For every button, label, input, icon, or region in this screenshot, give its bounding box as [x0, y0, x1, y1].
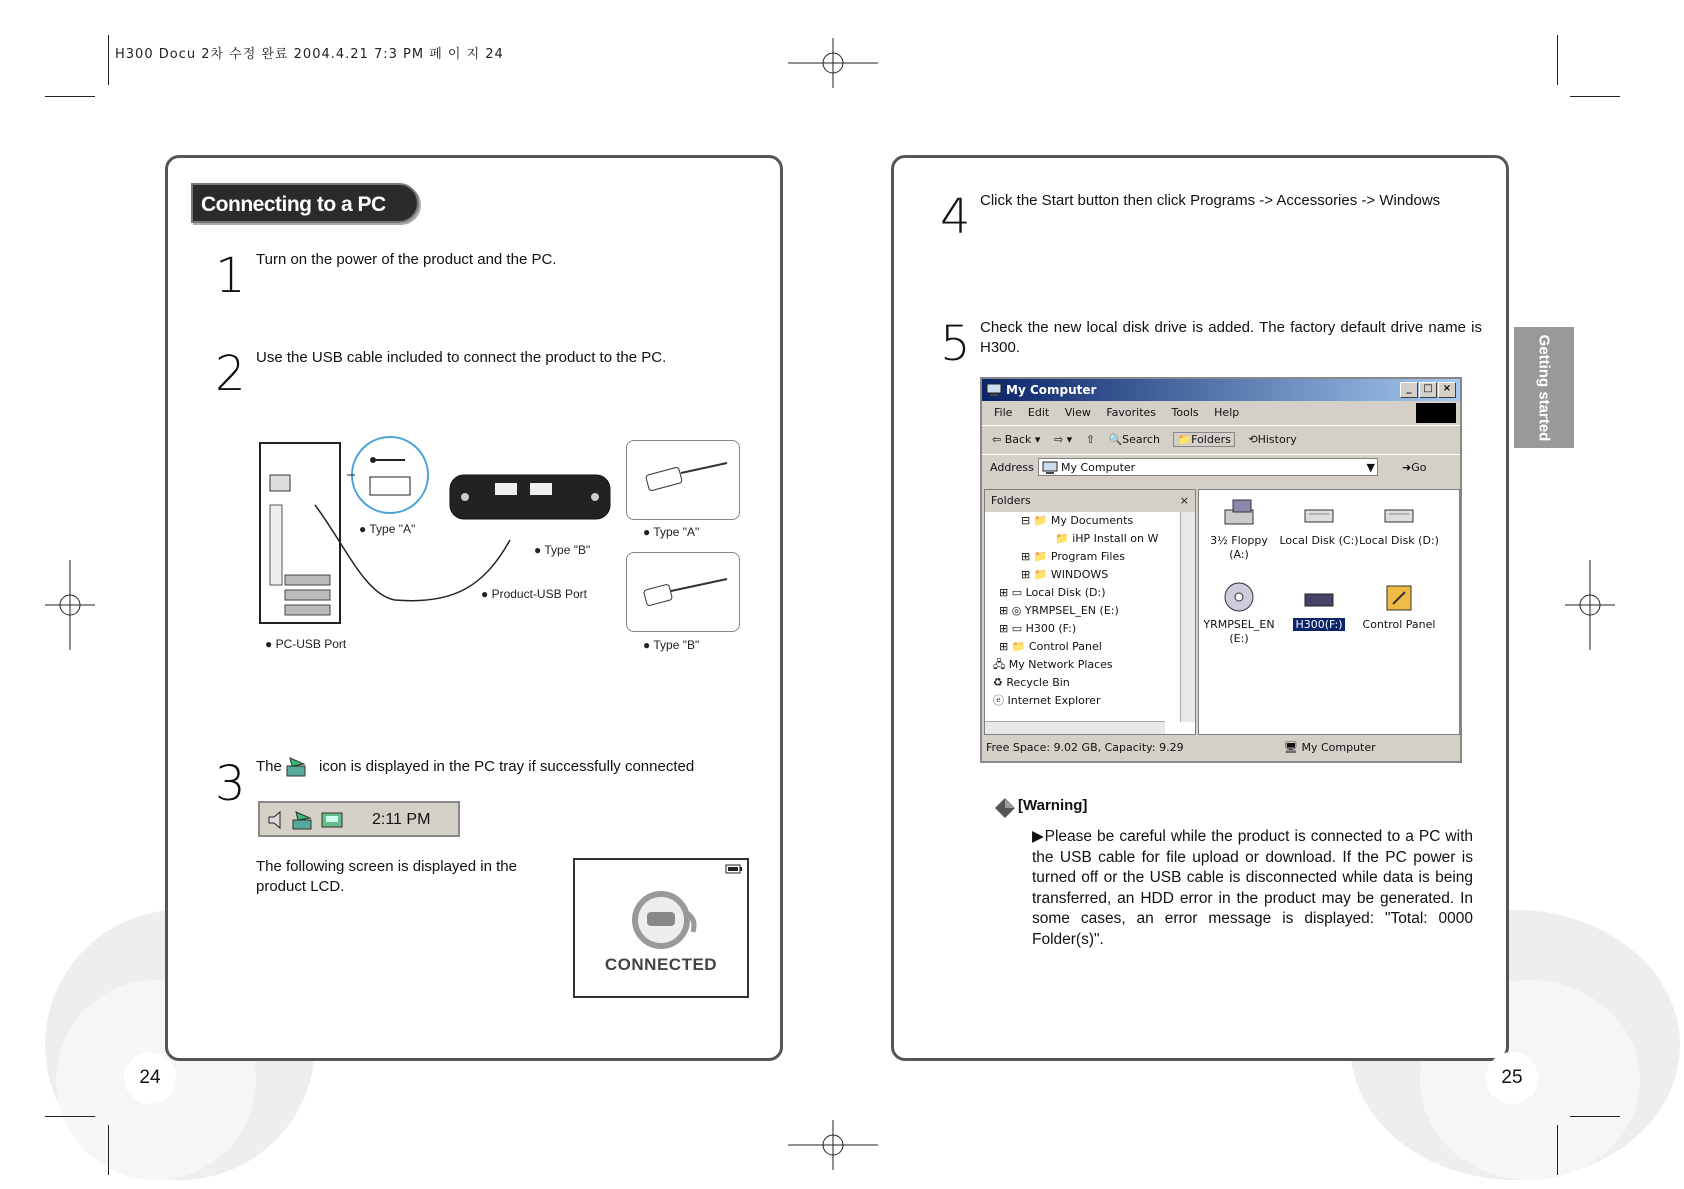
window-title: My Computer	[1006, 383, 1097, 397]
drive-e[interactable]	[1199, 574, 1279, 646]
go-label: Go	[1411, 461, 1427, 474]
step-3-text-after: icon is displayed in the PC tray if successfully connected	[319, 758, 695, 775]
page-number-right: 25	[1486, 1052, 1538, 1104]
control-panel-icon	[1379, 580, 1419, 614]
drive-d[interactable]	[1359, 490, 1439, 548]
menu-bar	[982, 401, 1460, 426]
control-panel-label: Control Panel	[1362, 618, 1436, 631]
warning-title: [Warning]	[1018, 797, 1088, 814]
folders-button[interactable]: 📁Folders	[1173, 432, 1234, 447]
tree-item-label: Recycle Bin	[1006, 676, 1070, 689]
address-input[interactable]	[1038, 458, 1378, 476]
step-5-text: Check the new local disk drive is added. The factory default drive name is H300.	[980, 319, 1482, 356]
toolbar	[982, 426, 1460, 455]
tree-item[interactable]: ⓔ Internet Explorer	[993, 694, 1101, 707]
menu-edit[interactable]: Edit	[1027, 406, 1050, 419]
usb-tray-icon	[284, 754, 312, 780]
folders-label: Folders	[1191, 433, 1231, 446]
status-free-space: Free Space: 9.02 GB, Capacity: 9.29	[986, 741, 1184, 754]
tree-item-label: YRMPSEL_EN (E:)	[1024, 604, 1119, 617]
address-bar	[982, 455, 1460, 481]
search-label: Search	[1122, 433, 1160, 446]
crop-mark	[1570, 96, 1620, 97]
hard-disk-icon	[1379, 496, 1419, 530]
tree-item-label: H300 (F:)	[1025, 622, 1077, 635]
tree-item[interactable]: ⊟ 📁 My Documents	[1021, 514, 1134, 527]
lcd-connected-caption: CONNECTED	[604, 955, 718, 974]
drive-c[interactable]	[1279, 490, 1359, 548]
type-a-label: ● Type "A"	[359, 522, 416, 536]
drive-h300-label: H300(F:)	[1295, 618, 1343, 631]
history-label: History	[1257, 433, 1297, 446]
my-computer-icon	[986, 383, 1002, 397]
page-number-left: 24	[124, 1052, 176, 1104]
minimize-button[interactable]: _	[1400, 382, 1418, 398]
tree-item-label: Program Files	[1050, 550, 1125, 563]
crop-mark	[1557, 35, 1558, 85]
horizontal-scrollbar[interactable]	[985, 721, 1165, 734]
tree-item[interactable]: 📁 iHP Install on W	[1055, 532, 1159, 545]
network-tray-icon	[320, 808, 346, 832]
floppy-drive-icon	[1219, 496, 1259, 530]
product-lcd-screen	[573, 858, 749, 998]
side-tab-label: Getting started	[1535, 334, 1553, 441]
step-1-number: 1	[215, 248, 246, 304]
control-panel[interactable]	[1359, 574, 1439, 632]
crop-mark	[45, 1116, 95, 1117]
side-tab	[1514, 327, 1574, 448]
tray-clock: 2:11 PM	[372, 811, 431, 828]
tree-item[interactable]: 🖧 My Network Places	[993, 658, 1113, 671]
menu-view[interactable]: View	[1064, 406, 1091, 419]
step-4-number: 4	[940, 189, 971, 245]
crop-mark	[1557, 1125, 1558, 1175]
search-button[interactable]: 🔍Search	[1108, 433, 1160, 446]
crop-mark	[108, 35, 109, 85]
drive-floppy[interactable]	[1199, 490, 1279, 562]
menu-help[interactable]: Help	[1214, 406, 1240, 419]
registration-mark-bottom	[788, 1120, 878, 1170]
drive-floppy-label: 3½ Floppy (A:)	[1210, 534, 1268, 561]
tree-item-label: Local Disk (D:)	[1025, 586, 1106, 599]
tree-item[interactable]: ⊞ 📁 Program Files	[1021, 550, 1125, 563]
step-3-text-before: The	[256, 758, 282, 775]
go-button[interactable]: ➜Go	[1402, 461, 1427, 474]
folder-tree	[985, 512, 1195, 710]
crop-mark	[1570, 1116, 1620, 1117]
tree-item[interactable]: ⊞ ▭ Local Disk (D:)	[999, 586, 1106, 599]
battery-icon	[725, 864, 743, 874]
menu-file[interactable]: File	[994, 406, 1013, 419]
print-header: H300 Docu 2차 수정 완료 2004.4.21 7:3 PM 페 이 지 24	[115, 47, 504, 62]
close-button[interactable]: ×	[1438, 382, 1456, 398]
warning-diamond-icon	[994, 797, 1016, 819]
folders-pane-header	[985, 490, 1195, 512]
product-usb-port-label: ● Product-USB Port	[481, 587, 587, 601]
tree-item-label: My Network Places	[1008, 658, 1113, 671]
speaker-icon	[266, 809, 286, 831]
tree-item[interactable]: ⊞ 📁 Control Panel	[999, 640, 1102, 653]
drive-d-label: Local Disk (D:)	[1359, 534, 1439, 547]
menu-favorites[interactable]: Favorites	[1106, 406, 1157, 419]
product-illustration	[450, 475, 610, 519]
usb-connected-icon	[627, 886, 699, 950]
status-location-label: My Computer	[1301, 741, 1376, 754]
my-computer-icon	[1042, 461, 1058, 475]
forward-button[interactable]: ⇨ ▾	[1053, 433, 1073, 446]
drive-c-label: Local Disk (C:)	[1279, 534, 1359, 547]
step-2-text: Use the USB cable included to connect the product to the PC.	[256, 349, 667, 366]
step-2-number: 2	[215, 346, 246, 402]
lcd-description: The following screen is displayed in the product LCD.	[256, 858, 517, 895]
windows-logo-icon	[1416, 403, 1456, 423]
step-3-number: 3	[215, 756, 246, 812]
maximize-button[interactable]: □	[1419, 382, 1437, 398]
vertical-scrollbar[interactable]	[1180, 512, 1195, 722]
tree-item-label: Internet Explorer	[1007, 694, 1101, 707]
box-type-b-label: ● Type "B"	[643, 638, 700, 652]
hard-disk-icon	[1299, 496, 1339, 530]
address-dropdown-icon[interactable]: ▼	[1366, 461, 1375, 474]
status-location: 🖥 My Computer	[1284, 741, 1376, 754]
drive-h300[interactable]	[1279, 574, 1359, 632]
tree-item[interactable]: ♻ Recycle Bin	[993, 676, 1070, 689]
tree-item-label: WINDOWS	[1050, 568, 1109, 581]
type-b-connector-box	[626, 552, 740, 632]
tree-item-label: Control Panel	[1028, 640, 1102, 653]
section-title: Connecting to a PC	[191, 183, 419, 223]
removable-disk-icon	[1299, 580, 1339, 614]
folders-pane	[984, 489, 1196, 735]
registration-mark-left	[45, 560, 95, 650]
type-a-connector-box	[626, 440, 740, 520]
address-label: Address	[990, 461, 1034, 474]
usb-symbol-callout	[352, 437, 428, 513]
cd-drive-icon	[1219, 580, 1259, 614]
box-type-a-label: ● Type "A"	[643, 525, 700, 539]
step-1-text: Turn on the power of the product and the PC.	[256, 251, 557, 268]
pc-usb-port-label: ● PC-USB Port	[265, 637, 347, 651]
system-tray	[258, 801, 460, 837]
connection-diagram	[255, 435, 625, 635]
menu-tools[interactable]: Tools	[1171, 406, 1199, 419]
type-b-label: ● Type "B"	[534, 543, 591, 557]
content-pane	[1198, 489, 1460, 735]
my-computer-window	[980, 377, 1462, 763]
step-5-number: 5	[940, 316, 971, 372]
back-label: Back	[1004, 433, 1032, 446]
window-title-bar[interactable]	[982, 379, 1460, 401]
tree-item[interactable]: ⊞ ◎ YRMPSEL_EN (E:)	[999, 604, 1119, 617]
drive-e-label: YRMPSEL_EN (E:)	[1203, 618, 1275, 645]
tree-item-label: iHP Install on W	[1072, 532, 1159, 545]
up-button[interactable]: ⇧	[1085, 433, 1095, 446]
tree-item[interactable]: ⊞ ▭ H300 (F:)	[999, 622, 1077, 635]
type-a-connector-icon	[627, 441, 739, 519]
address-value: My Computer	[1061, 461, 1136, 474]
crop-mark	[108, 1125, 109, 1175]
tree-item-label: My Documents	[1050, 514, 1134, 527]
folders-pane-title: Folders	[991, 494, 1031, 507]
close-pane-icon[interactable]: ×	[1179, 494, 1189, 507]
back-button[interactable]: ⇦ Back ▾	[992, 433, 1041, 446]
registration-mark-top	[788, 38, 878, 88]
step-4-text: Click the Start button then click Programs -> Accessories -> Windows	[980, 192, 1441, 209]
crop-mark	[45, 96, 95, 97]
usb-device-tray-icon	[290, 808, 316, 832]
registration-mark-right	[1565, 560, 1615, 650]
warning-text: ▶Please be careful while the product is connected to a PC with the USB cable for file upload or download. If the PC power is turned off or the USB cable is disconnected while data is being transferred, an HDD error in the product may be generated. In some cases, an error message is displayed: "Total: 0000 Folder(s)".	[1032, 828, 1473, 948]
history-button[interactable]: ⟲History	[1248, 433, 1297, 446]
status-bar	[984, 737, 1458, 759]
type-b-connector-icon	[627, 553, 739, 631]
tree-item[interactable]: ⊞ 📁 WINDOWS	[1021, 568, 1109, 581]
